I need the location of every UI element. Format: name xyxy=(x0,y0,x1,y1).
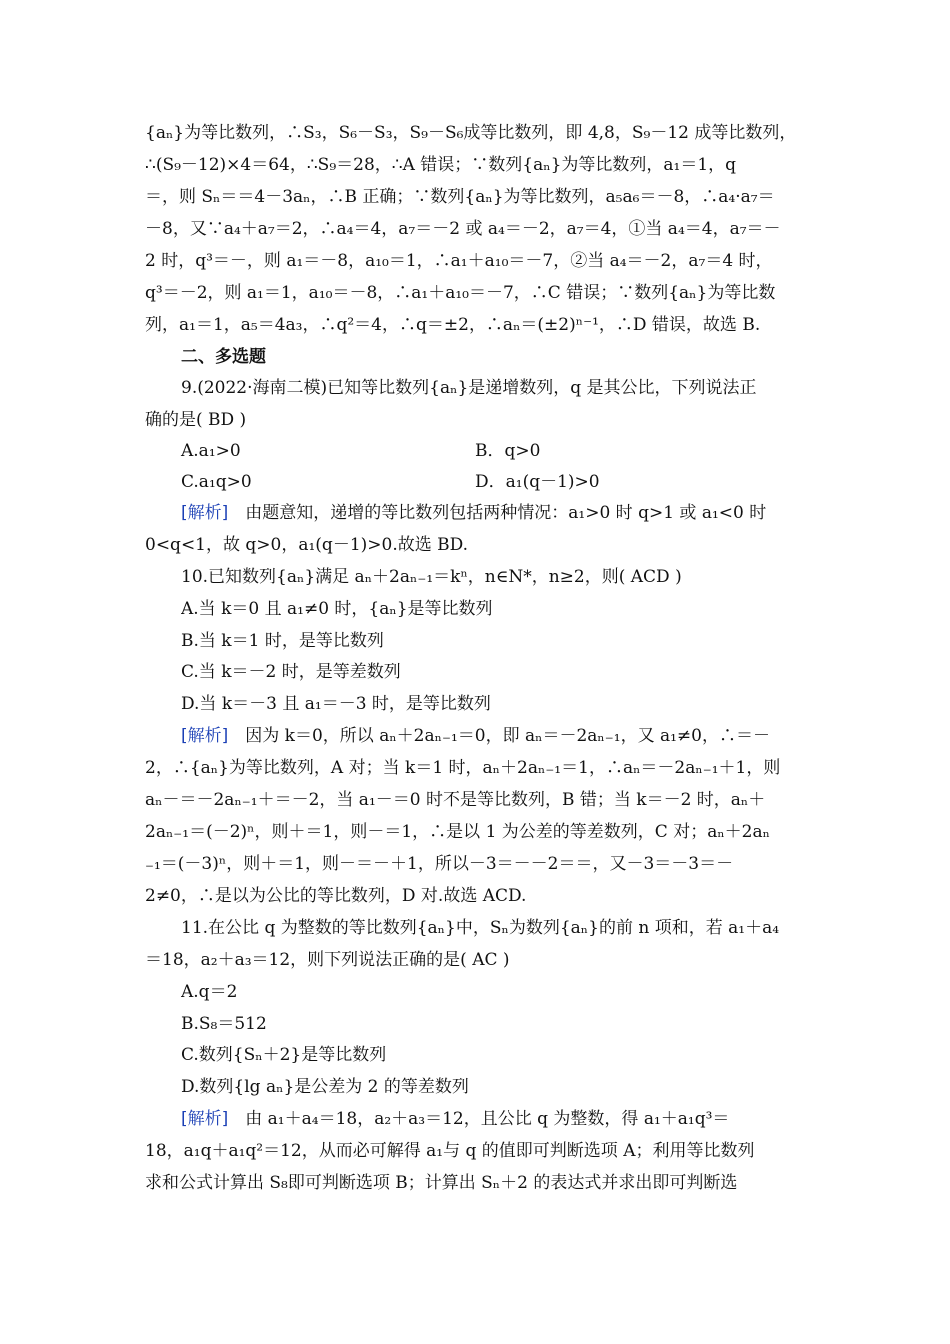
q11-stem-line-1: 11.在公比 q 为整数的等比数列{aₙ}中，Sₙ为数列{aₙ}的前 n 项和，若 a₁＋a₄ xyxy=(181,918,780,938)
q10-option-d: D.当 k＝－3 且 a₁＝－3 时，是等比数列 xyxy=(181,694,491,714)
q9-stem-line-1: 9.(2022·海南二模)已知等比数列{aₙ}是递增数列，q 是其公比，下列说法正 xyxy=(181,378,757,398)
q11-stem-line-2: ＝18，a₂＋a₃＝12，则下列说法正确的是( AC ) xyxy=(145,950,510,970)
q11-analysis-line-3: 求和公式计算出 S₈即可判断选项 B；计算出 Sₙ＋2 的表达式并求出即可判断选 xyxy=(145,1173,738,1193)
q10-analysis-tag: [解析] xyxy=(181,726,229,746)
q9-option-c: C.a₁q>0 xyxy=(181,472,252,492)
q9-option-a: A.a₁>0 xyxy=(181,441,241,461)
continuation-line-4: －8，又∵a₄＋a₇＝2，∴a₄＝4，a₇＝－2 或 a₄＝－2，a₇＝4，①当 a₄＝4，a₇＝－ xyxy=(145,219,781,239)
q10-analysis-line-3: aₙ－＝－2aₙ₋₁＋＝－2，当 a₁－＝0 时不是等比数列，B 错；当 k＝－2 时，aₙ＋ xyxy=(145,790,766,810)
q9-analysis-text-1: 由题意知，递增的等比数列包括两种情况：a₁>0 时 q>1 或 a₁<0 时 xyxy=(228,503,767,523)
q10-analysis-line-1 xyxy=(181,721,810,751)
q11-option-d: D.数列{lg aₙ}是公差为 2 的等差数列 xyxy=(181,1077,469,1097)
q11-analysis-text-1: 由 a₁＋a₄＝18，a₂＋a₃＝12，且公比 q 为整数，得 a₁＋a₁q³＝ xyxy=(228,1109,730,1129)
q11-analysis-line-1 xyxy=(181,1104,810,1134)
continuation-line-3: ＝，则 Sₙ＝＝4－3aₙ，∴B 正确；∵数列{aₙ}为等比数列，a₅a₆＝－8，∴a₄·a₇＝ xyxy=(145,187,775,207)
q10-analysis-line-6: 2≠0，∴是以为公比的等比数列，D 对.故选 ACD. xyxy=(145,886,527,906)
section-heading: 二、多选题 xyxy=(181,347,266,367)
q11-analysis-tag: [解析] xyxy=(181,1109,229,1129)
q11-option-c: C.数列{Sₙ＋2}是等比数列 xyxy=(181,1045,387,1065)
q11-option-b: B.S₈＝512 xyxy=(181,1014,267,1034)
q10-analysis-line-4: 2aₙ₋₁＝(－2)ⁿ，则＋＝1，则－＝1，∴是以 1 为公差的等差数列，C 对；aₙ＋2aₙ xyxy=(145,822,770,842)
q10-option-a: A.当 k＝0 且 a₁≠0 时，{aₙ}是等比数列 xyxy=(181,599,493,619)
continuation-line-5: 2 时，q³＝－，则 a₁＝－8，a₁₀＝1，∴a₁＋a₁₀＝－7，②当 a₄＝－2，a₇＝4 时， xyxy=(145,251,773,271)
q9-option-b: B．q>0 xyxy=(475,441,541,461)
q9-analysis-line-1 xyxy=(181,498,810,528)
q9-analysis-line-2: 0<q<1，故 q>0，a₁(q－1)>0.故选 BD. xyxy=(145,535,469,555)
continuation-line-6: q³＝－2，则 a₁＝1，a₁₀＝－8，∴a₁＋a₁₀＝－7，∴C 错误；∵数列{aₙ}为等比数 xyxy=(145,283,776,303)
q10-stem: 10.已知数列{aₙ}满足 aₙ＋2aₙ₋₁＝kⁿ，n∈N*，n≥2，则( ACD ) xyxy=(181,567,682,587)
q10-option-c: C.当 k＝－2 时，是等差数列 xyxy=(181,662,401,682)
continuation-line-2: ∴(S₉－12)×4＝64，∴S₉＝28，∴A 错误；∵数列{aₙ}为等比数列，a₁＝1，q xyxy=(145,155,737,175)
q9-stem-line-2: 确的是( BD ) xyxy=(145,410,247,430)
q10-analysis-line-5: ₋₁＝(－3)ⁿ，则＋＝1，则－＝－＋1，所以－3＝－－2＝＝，又－3＝－3＝－ xyxy=(145,854,734,874)
q11-option-a: A.q＝2 xyxy=(181,982,238,1002)
continuation-line-7: 列，a₁＝1，a₅＝4a₃，∴q²＝4，∴q＝±2，∴aₙ＝(±2)ⁿ⁻¹，∴D 错误，故选 B. xyxy=(145,315,761,335)
q9-analysis-tag: [解析] xyxy=(181,503,229,523)
continuation-line-1: {aₙ}为等比数列，∴S₃，S₆－S₃，S₉－S₆成等比数列，即 4,8，S₉－12 成等比数列， xyxy=(145,123,797,143)
q10-option-b: B.当 k＝1 时，是等比数列 xyxy=(181,631,384,651)
q11-analysis-line-2: 18，a₁q＋a₁q²＝12，从而必可解得 a₁与 q 的值即可判断选项 A；利用等比数列 xyxy=(145,1141,755,1161)
q10-analysis-line-2: 2，∴{aₙ}为等比数列，A 对；当 k＝1 时，aₙ＋2aₙ₋₁＝1，∴aₙ＝－2aₙ₋₁＋1，则 xyxy=(145,758,781,778)
q10-analysis-text-1: 因为 k＝0，所以 aₙ＋2aₙ₋₁＝0，即 aₙ＝－2aₙ₋₁，又 a₁≠0，∴＝－ xyxy=(228,726,770,746)
q9-option-d: D．a₁(q－1)>0 xyxy=(475,472,600,492)
